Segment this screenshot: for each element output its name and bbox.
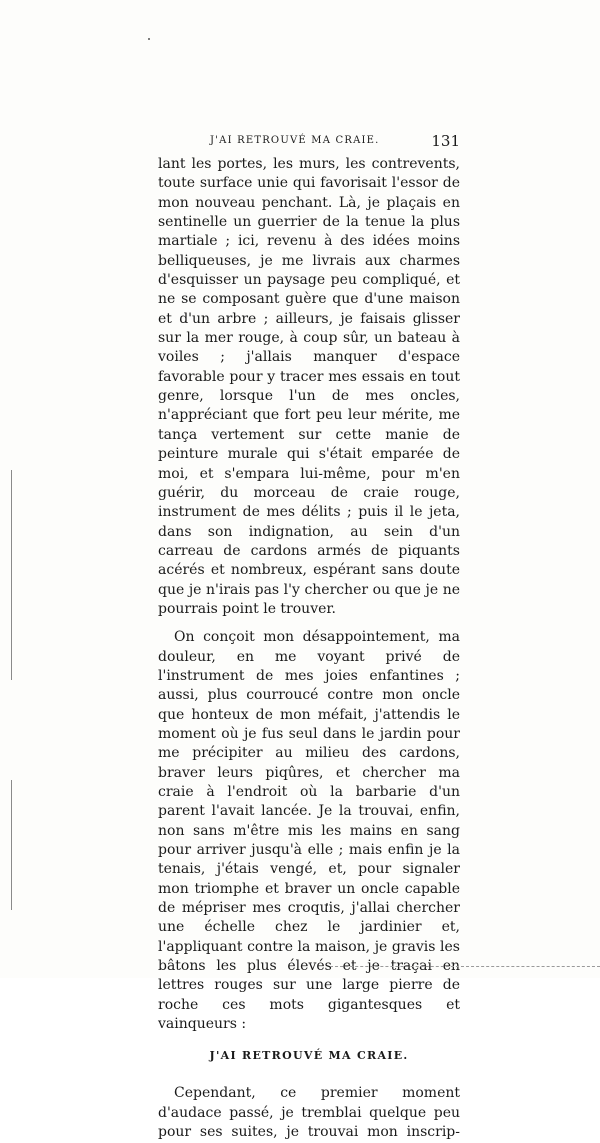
page-number: 131 — [431, 132, 460, 150]
paragraph: Cependant, ce premier moment d'audace passé, je tremblai quelque peu pour ses suites, je trouvai mon inscrip- — [158, 1085, 460, 1141]
scan-edge-rule — [330, 966, 600, 967]
paragraph: lant les portes, les murs, les contrevents, toute surface unie qui favorisait l'essor de mon nouveau penchant. Là, je plaçais en sentinelle un guerrier de la tenue la plus martiale ; ici, revenu à des idées moins belliqueuses, je me livrais aux charmes d'esquisser un paysage peu compliqué, et ne se composant guère que d'une maison et d'un arbre ; ailleurs, je faisais glisser sur la mer rouge, à coup sûr, un bateau à voiles ; j'allais manquer d'espace favorable pour y tracer mes essais en tout genre, lorsque l'un de mes oncles, n'appréciant que fort peu leur mérite, me tança vertement sur cette manie de peinture murale qui s'était emparée de moi, et s'empara lui-même, pour m'en guérir, du morceau de craie rouge, instrument de mes délits ; puis il le jeta, dans son indignation, au sein d'un carreau de cardons armés de piquants acérés et nombreux, espérant sans doute que je n'irais pas l'y chercher ou que je ne pourrais point le trouver. — [158, 156, 460, 617]
page-header — [158, 132, 460, 152]
scan-margin-line — [11, 780, 12, 910]
running-head: J'AI RETROUVÉ MA CRAIE. — [210, 135, 380, 146]
inscription-line: J'AI RETROUVÉ MA CRAIE. — [209, 1049, 409, 1063]
paragraph: On conçoit mon désappointement, ma douleur, en me voyant privé de l'instrument de mes joies enfantines ; aussi, plus courroucé contre mon oncle que honteux de mon méfait, j'attendis le moment où je fus seul dans le jardin pour me précipiter au milieu des cardons, braver leurs piqûres, et chercher ma craie à l'endroit où la barbarie d'un parent l'avait lancée. Je la trouvai, enfin, non sans m'être mis les mains en sang pour arriver jusqu'à elle ; mais enfin je la tenais, j'étais vengé, et, pour signaler mon triomphe et braver un oncle capable de mépriser mes croquis, j'allai chercher une échelle chez le jardinier et, l'appliquant contre la maison, je gravis les bâtons les plus élevés et je traçai en lettres rouges sur une large pierre de roche ces mots gigantesques et vainqueurs : — [158, 629, 460, 1033]
scan-speck — [148, 38, 150, 40]
scan-margin-line — [11, 470, 12, 680]
page-body — [158, 155, 460, 1143]
